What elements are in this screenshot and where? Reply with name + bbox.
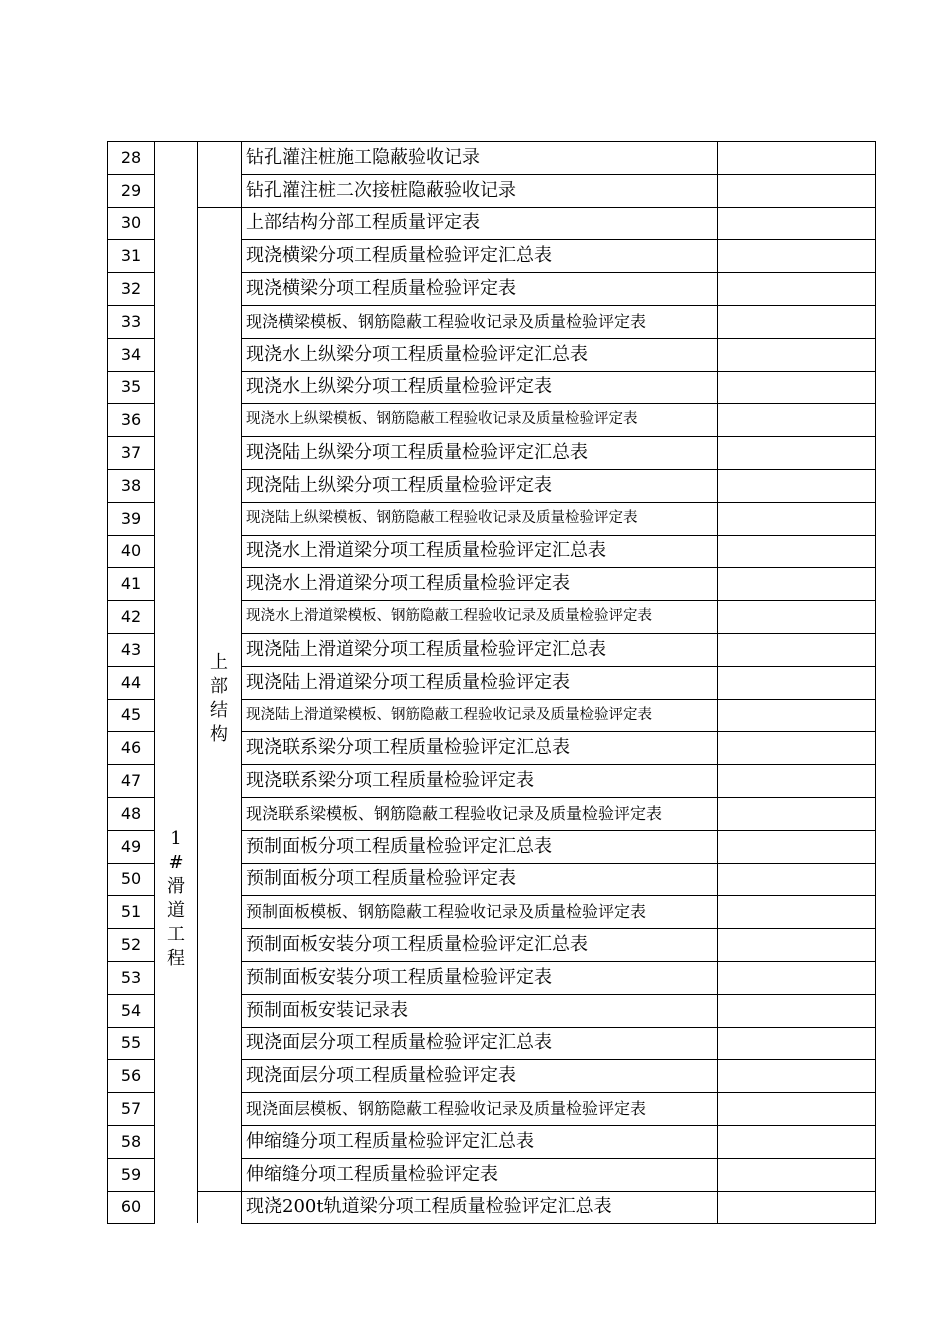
row-divider	[241, 928, 876, 929]
row-number: 51	[107, 895, 155, 928]
row-divider	[107, 961, 155, 962]
row-divider	[241, 502, 876, 503]
row-divider	[241, 403, 876, 404]
row-remark-cell	[718, 961, 876, 994]
row-item-name: 预制面板安装分项工程质量检验评定表	[241, 961, 718, 994]
table-bottom-border	[241, 1223, 876, 1224]
row-divider	[241, 436, 876, 437]
row-item-name: 现浇横梁分项工程质量检验评定汇总表	[241, 239, 718, 272]
row-number: 29	[107, 174, 155, 207]
row-divider	[107, 1158, 155, 1159]
project-label-char: 工	[167, 924, 185, 945]
row-divider	[107, 239, 155, 240]
row-remark-cell	[718, 305, 876, 338]
row-remark-cell	[718, 567, 876, 600]
row-item-name: 上部结构分部工程质量评定表	[241, 207, 718, 239]
row-item-name: 现浇面层分项工程质量检验评定表	[241, 1059, 718, 1092]
row-number: 28	[107, 141, 155, 174]
group-b-separator	[197, 207, 241, 208]
row-divider	[241, 895, 876, 896]
row-item-name: 钻孔灌注桩施工隐蔽验收记录	[241, 141, 718, 174]
row-number: 54	[107, 994, 155, 1027]
row-item-name: 预制面板模板、钢筋隐蔽工程验收记录及质量检验评定表	[241, 895, 718, 928]
row-divider	[241, 830, 876, 831]
row-number: 38	[107, 469, 155, 502]
row-item-name: 现浇200t轨道梁分项工程质量检验评定汇总表	[241, 1191, 718, 1223]
row-divider	[241, 174, 876, 175]
row-number: 50	[107, 863, 155, 895]
row-number: 60	[107, 1191, 155, 1223]
row-item-name: 现浇联系梁分项工程质量检验评定表	[241, 764, 718, 797]
row-divider	[107, 1092, 155, 1093]
row-number: 47	[107, 764, 155, 797]
row-divider	[241, 699, 876, 700]
row-item-name: 预制面板分项工程质量检验评定表	[241, 863, 718, 895]
row-divider	[107, 895, 155, 896]
row-number: 53	[107, 961, 155, 994]
upper-label-char: 结	[210, 700, 228, 721]
row-divider	[241, 1059, 876, 1060]
row-remark-cell	[718, 338, 876, 371]
row-item-name: 现浇水上纵梁模板、钢筋隐蔽工程验收记录及质量检验评定表	[241, 403, 718, 436]
row-number: 45	[107, 699, 155, 731]
row-number: 48	[107, 797, 155, 830]
row-remark-cell	[718, 207, 876, 239]
row-divider	[107, 469, 155, 470]
row-divider	[107, 863, 155, 864]
row-remark-cell	[718, 666, 876, 699]
row-divider	[107, 1027, 155, 1028]
row-divider	[107, 1125, 155, 1126]
row-item-name: 现浇陆上纵梁分项工程质量检验评定汇总表	[241, 436, 718, 469]
row-divider	[107, 994, 155, 995]
row-number: 36	[107, 403, 155, 436]
row-remark-cell	[718, 633, 876, 666]
row-remark-cell	[718, 1191, 876, 1223]
row-divider	[107, 141, 155, 142]
row-number: 59	[107, 1158, 155, 1191]
row-remark-cell	[718, 141, 876, 174]
row-number: 31	[107, 239, 155, 272]
table-top-border	[155, 141, 241, 142]
row-divider	[241, 207, 876, 208]
row-item-name: 现浇面层模板、钢筋隐蔽工程验收记录及质量检验评定表	[241, 1092, 718, 1125]
row-number: 35	[107, 371, 155, 403]
upper-label-char: 构	[210, 724, 228, 745]
row-divider	[107, 797, 155, 798]
row-divider	[107, 731, 155, 732]
row-remark-cell	[718, 535, 876, 567]
row-remark-cell	[718, 1092, 876, 1125]
row-number: 56	[107, 1059, 155, 1092]
row-number: 40	[107, 535, 155, 567]
row-item-name: 现浇横梁模板、钢筋隐蔽工程验收记录及质量检验评定表	[241, 305, 718, 338]
row-divider	[107, 403, 155, 404]
row-number: 34	[107, 338, 155, 371]
project-label-char: 1	[170, 828, 182, 849]
row-item-name: 现浇水上滑道梁模板、钢筋隐蔽工程验收记录及质量检验评定表	[241, 600, 718, 633]
row-number: 30	[107, 207, 155, 239]
upper-label-char: 部	[210, 676, 228, 697]
upper-structure-section-label	[198, 651, 240, 747]
row-divider	[107, 830, 155, 831]
row-item-name: 钻孔灌注桩二次接桩隐蔽验收记录	[241, 174, 718, 207]
row-divider	[241, 469, 876, 470]
row-item-name: 预制面板安装分项工程质量检验评定汇总表	[241, 928, 718, 961]
row-remark-cell	[718, 1027, 876, 1059]
row-item-name: 伸缩缝分项工程质量检验评定表	[241, 1158, 718, 1191]
row-divider	[107, 436, 155, 437]
row-remark-cell	[718, 699, 876, 731]
row-divider	[107, 207, 155, 208]
row-item-name: 现浇水上滑道梁分项工程质量检验评定汇总表	[241, 535, 718, 567]
row-remark-cell	[718, 1158, 876, 1191]
row-divider	[241, 633, 876, 634]
row-remark-cell	[718, 469, 876, 502]
row-divider	[241, 141, 876, 142]
row-number: 42	[107, 600, 155, 633]
row-divider	[241, 994, 876, 995]
row-divider	[241, 797, 876, 798]
row-number: 37	[107, 436, 155, 469]
row-remark-cell	[718, 764, 876, 797]
project-label-char: 滑	[167, 876, 185, 897]
row-divider	[107, 1059, 155, 1060]
row-number: 52	[107, 928, 155, 961]
row-remark-cell	[718, 403, 876, 436]
row-number: 32	[107, 272, 155, 305]
row-divider	[107, 600, 155, 601]
row-divider	[107, 371, 155, 372]
row-divider	[107, 338, 155, 339]
row-number: 43	[107, 633, 155, 666]
row-item-name: 预制面板安装记录表	[241, 994, 718, 1027]
row-item-name: 现浇横梁分项工程质量检验评定表	[241, 272, 718, 305]
row-remark-cell	[718, 436, 876, 469]
row-divider	[107, 535, 155, 536]
row-item-name: 预制面板分项工程质量检验评定汇总表	[241, 830, 718, 863]
row-remark-cell	[718, 600, 876, 633]
row-divider	[241, 666, 876, 667]
group-b-separator	[197, 1191, 241, 1192]
row-divider	[241, 239, 876, 240]
row-divider	[241, 305, 876, 306]
row-divider	[107, 1191, 155, 1192]
row-remark-cell	[718, 239, 876, 272]
row-remark-cell	[718, 272, 876, 305]
row-number: 49	[107, 830, 155, 863]
row-divider	[241, 1125, 876, 1126]
row-divider	[241, 1092, 876, 1093]
row-remark-cell	[718, 371, 876, 403]
row-divider	[107, 699, 155, 700]
row-remark-cell	[718, 797, 876, 830]
row-divider	[241, 272, 876, 273]
row-divider	[241, 1027, 876, 1028]
row-item-name: 现浇联系梁分项工程质量检验评定汇总表	[241, 731, 718, 764]
project-label-char: #	[168, 852, 184, 873]
row-remark-cell	[718, 502, 876, 535]
row-remark-cell	[718, 928, 876, 961]
row-item-name: 现浇水上纵梁分项工程质量检验评定表	[241, 371, 718, 403]
row-item-name: 现浇陆上滑道梁分项工程质量检验评定汇总表	[241, 633, 718, 666]
row-divider	[107, 305, 155, 306]
row-item-name: 现浇陆上纵梁分项工程质量检验评定表	[241, 469, 718, 502]
row-item-name: 现浇水上滑道梁分项工程质量检验评定表	[241, 567, 718, 600]
row-remark-cell	[718, 731, 876, 764]
row-divider	[107, 272, 155, 273]
row-divider	[241, 600, 876, 601]
row-item-name: 现浇陆上滑道梁模板、钢筋隐蔽工程验收记录及质量检验评定表	[241, 699, 718, 731]
row-number: 58	[107, 1125, 155, 1158]
row-item-name: 现浇陆上滑道梁分项工程质量检验评定表	[241, 666, 718, 699]
row-divider	[107, 174, 155, 175]
row-divider	[107, 764, 155, 765]
row-remark-cell	[718, 863, 876, 895]
row-divider	[241, 961, 876, 962]
row-divider	[241, 338, 876, 339]
row-divider	[107, 666, 155, 667]
row-item-name: 现浇面层分项工程质量检验评定汇总表	[241, 1027, 718, 1059]
row-number: 55	[107, 1027, 155, 1059]
row-divider	[241, 567, 876, 568]
row-divider	[241, 1158, 876, 1159]
table-bottom-border	[107, 1223, 155, 1224]
project-label-char: 程	[167, 948, 185, 969]
row-number: 46	[107, 731, 155, 764]
row-divider	[107, 928, 155, 929]
project-section-label	[155, 827, 197, 971]
row-item-name: 现浇水上纵梁分项工程质量检验评定汇总表	[241, 338, 718, 371]
row-divider	[107, 633, 155, 634]
row-number: 57	[107, 1092, 155, 1125]
row-divider	[241, 863, 876, 864]
row-item-name: 伸缩缝分项工程质量检验评定汇总表	[241, 1125, 718, 1158]
upper-label-char: 上	[210, 652, 228, 673]
row-number: 39	[107, 502, 155, 535]
row-divider	[107, 502, 155, 503]
row-remark-cell	[718, 994, 876, 1027]
row-remark-cell	[718, 1059, 876, 1092]
row-remark-cell	[718, 174, 876, 207]
row-number: 44	[107, 666, 155, 699]
row-divider	[241, 371, 876, 372]
row-divider	[241, 535, 876, 536]
row-remark-cell	[718, 830, 876, 863]
row-remark-cell	[718, 1125, 876, 1158]
row-remark-cell	[718, 895, 876, 928]
row-number: 33	[107, 305, 155, 338]
row-number: 41	[107, 567, 155, 600]
row-item-name: 现浇陆上纵梁模板、钢筋隐蔽工程验收记录及质量检验评定表	[241, 502, 718, 535]
row-divider	[241, 764, 876, 765]
row-item-name: 现浇联系梁模板、钢筋隐蔽工程验收记录及质量检验评定表	[241, 797, 718, 830]
row-divider	[107, 567, 155, 568]
row-divider	[241, 1191, 876, 1192]
project-label-char: 道	[167, 900, 185, 921]
row-divider	[241, 731, 876, 732]
